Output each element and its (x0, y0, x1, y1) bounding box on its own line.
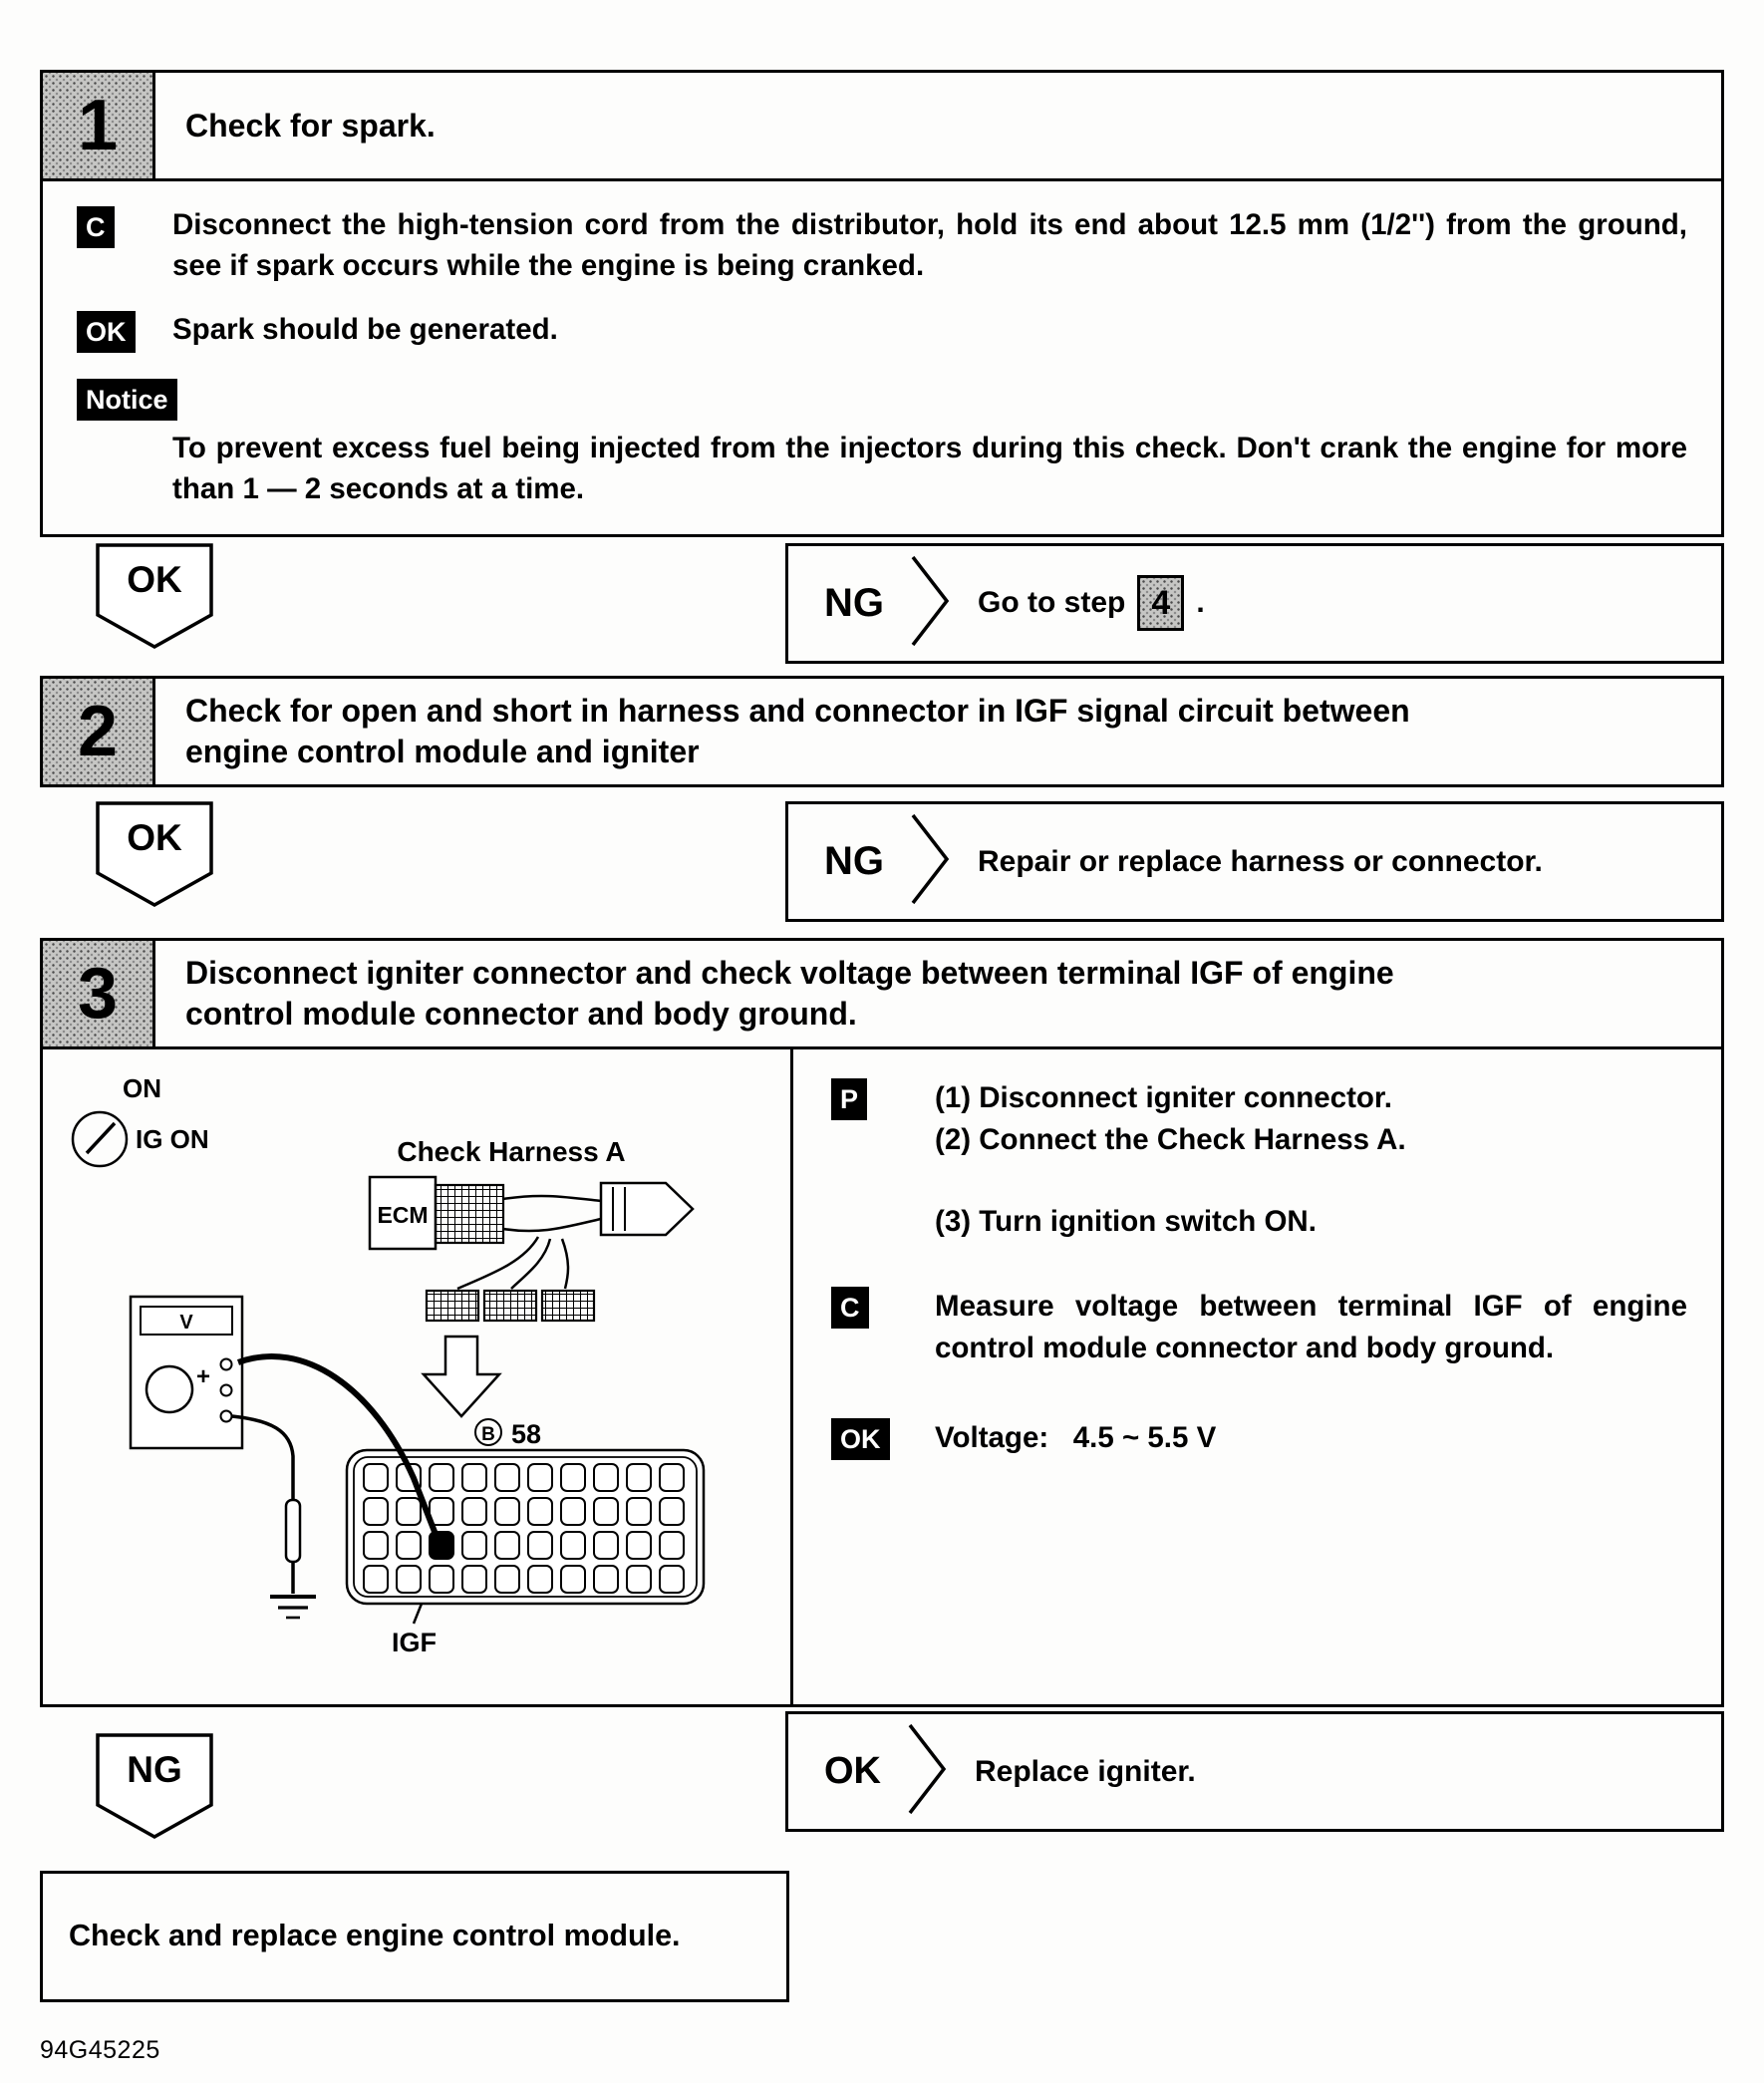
procedure-row (831, 1077, 1687, 1243)
step-2-section (40, 676, 1724, 787)
notice-block (77, 379, 1687, 509)
step-2-branch-row (40, 801, 1724, 922)
chevron-right-icon (910, 554, 952, 653)
goto-prefix: Go to step (978, 586, 1126, 620)
ignition-switch-icon (73, 1073, 209, 1166)
check-text: Measure voltage between terminal IGF of engine control module connector and body ground. (935, 1290, 1687, 1365)
check-badge: C (77, 206, 115, 248)
ng-label: NG (824, 580, 884, 625)
step-3-body (40, 1046, 1724, 1707)
ignition-ig-on-label: IG ON (136, 1123, 209, 1154)
badge-cell (77, 310, 172, 353)
ng-box-step1 (785, 543, 1724, 664)
step-1-title (155, 73, 1721, 178)
step-3-section (40, 938, 1724, 1707)
step-3-number: 3 (43, 941, 155, 1046)
down-arrow-icon (424, 1337, 499, 1416)
step-1-branch-row (40, 543, 1724, 664)
connector-number: 58 (511, 1418, 542, 1449)
ok-badge: OK (831, 1418, 890, 1460)
step-2-title-text: Check for open and short in harness and connector in IGF signal circuit between engine control module and igniter (185, 692, 1410, 769)
procedure-line-3: (3) Turn ignition switch ON. (935, 1204, 1317, 1238)
final-action-box (40, 1871, 789, 2002)
ok-arrow-label: OK (127, 558, 182, 600)
notice-badge: Notice (77, 379, 177, 421)
goto-suffix: . (1196, 586, 1205, 620)
step-2-title (155, 679, 1721, 784)
step-4-reference-box: 4 (1137, 575, 1184, 631)
step-3-title (155, 941, 1721, 1046)
ok-criteria-text: Spark should be generated. (172, 313, 558, 347)
step-3-instructions (790, 1049, 1721, 1704)
procedure-line-1: (1) Disconnect igniter connector. (935, 1080, 1392, 1114)
badge-cell (77, 205, 172, 248)
check-row (831, 1286, 1687, 1369)
notice-text: To prevent excess fuel being injected from the injectors during this check. Don't crank the engine for more than 1 — 2 seconds at a time. (172, 432, 1687, 506)
chevron-right-icon (910, 812, 952, 911)
final-action-text: Check and replace engine control module. (69, 1919, 681, 1953)
ground-symbol (270, 1597, 316, 1618)
ng-arrow-step3 (96, 1733, 213, 1841)
step-1-number: 1 (43, 73, 155, 178)
ignition-on-label: ON (123, 1072, 161, 1103)
document-code: 94G45225 (40, 2035, 160, 2064)
connector-circle-letter: B (481, 1423, 495, 1445)
check-badge: C (831, 1287, 869, 1329)
check-instruction-row (77, 205, 1687, 286)
procedure-badge: P (831, 1078, 867, 1120)
wiring-diagram (43, 1049, 790, 1704)
ok-arrow-step1 (96, 543, 213, 651)
wiring-diagram-svg (43, 1049, 790, 1699)
ok-arrow-step2 (96, 801, 213, 909)
ground-lead (232, 1416, 316, 1618)
ng-action-text: Repair or replace harness or connector. (978, 844, 1543, 878)
ok-badge: OK (77, 311, 136, 353)
ok-label: OK (824, 1749, 881, 1792)
step-1-header (40, 70, 1724, 181)
ecm-label: ECM (377, 1201, 429, 1228)
chevron-right-icon (907, 1722, 949, 1821)
ok-arrow-label: OK (127, 816, 182, 858)
step-3-title-text: Disconnect igniter connector and check voltage between terminal IGF of engine control module connector and body ground. (185, 954, 1394, 1032)
step-3-branch-row (40, 1707, 1724, 1841)
plus-sign: + (196, 1362, 211, 1390)
procedure-steps (935, 1077, 1406, 1243)
ng-goto-text (978, 575, 1205, 631)
ng-arrow-label: NG (127, 1748, 182, 1790)
check-harness-label: Check Harness A (397, 1135, 626, 1167)
badge-cell (831, 1286, 935, 1329)
ok-action-text: Replace igniter. (975, 1754, 1196, 1788)
step-2-number: 2 (43, 679, 155, 784)
voltmeter-icon (131, 1297, 242, 1448)
step-3-header (40, 938, 1724, 1049)
step-1-section (40, 70, 1724, 537)
step-2-header (40, 676, 1724, 787)
ng-label: NG (824, 838, 884, 883)
voltmeter-v-label: V (179, 1311, 193, 1334)
procedure-line-2: (2) Connect the Check Harness A. (935, 1122, 1406, 1156)
ecm-connector-block (347, 1450, 704, 1657)
spec-row (831, 1417, 1687, 1460)
ecm-connector-drawing (370, 1177, 693, 1321)
voltage-spec-text: Voltage: 4.5 ~ 5.5 V (935, 1421, 1217, 1455)
badge-cell (831, 1417, 935, 1460)
igf-terminal-label: IGF (392, 1627, 437, 1657)
ok-box-step3 (785, 1711, 1724, 1832)
badge-cell (831, 1077, 935, 1120)
ok-criteria-row (77, 310, 1687, 353)
step-1-body (40, 178, 1724, 537)
ng-box-step2 (785, 801, 1724, 922)
connector-id-label (475, 1419, 541, 1449)
step-1-title-text: Check for spark. (185, 107, 436, 144)
check-instruction-text: Disconnect the high-tension cord from the distributor, hold its end about 12.5 mm (1/2'') from the ground, see if spark occurs while the engine is being cranked. (172, 208, 1687, 282)
